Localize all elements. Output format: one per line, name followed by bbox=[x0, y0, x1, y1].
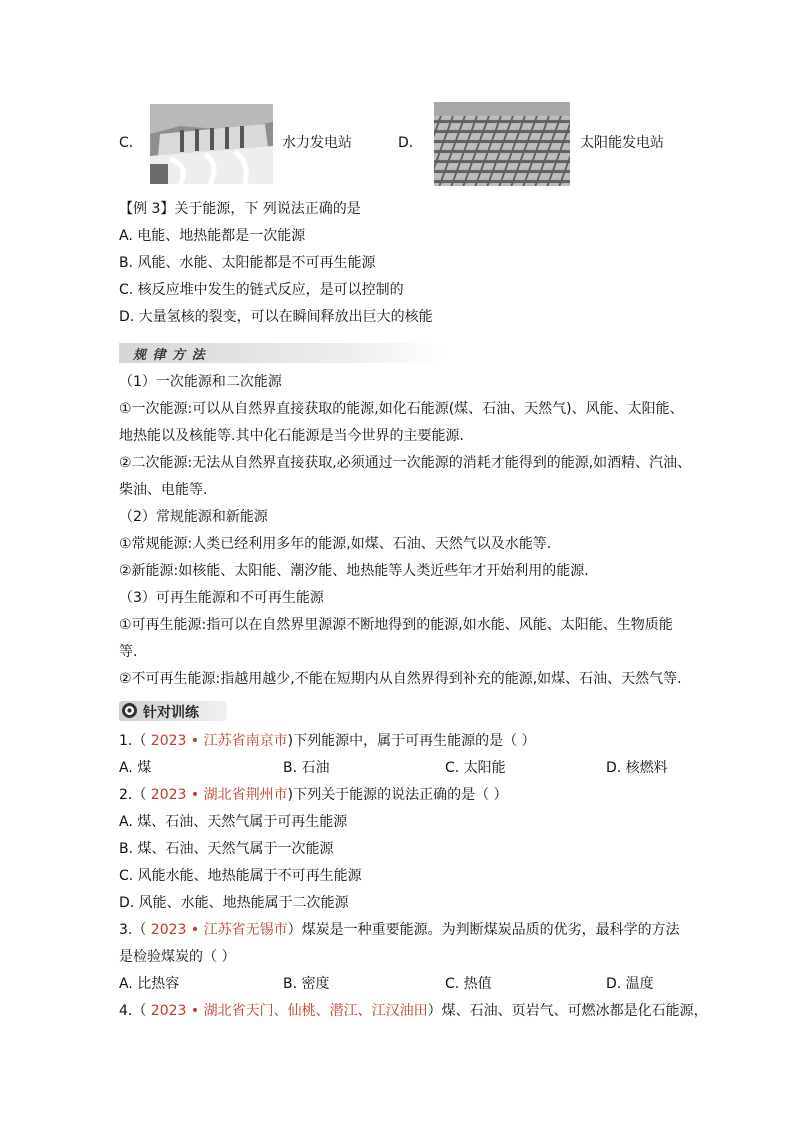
example3-stem: 【例 3】关于能源，下 列说法正确的是 bbox=[119, 201, 361, 217]
question-1-source: 2023 • 江苏省南京市 bbox=[146, 733, 288, 749]
method-heading-1: （1）一次能源和二次能源 bbox=[119, 374, 282, 390]
question-1-option-d: D. 核燃料 bbox=[606, 760, 668, 776]
method-conventional-energy: ①常规能源:人类已经利用多年的能源,如煤、石油、天然气以及水能等. bbox=[119, 536, 552, 552]
method-primary-energy-line1: ①一次能源:可以从自然界直接获取的能源,如化石能源(煤、石油、天然气)、风能、太阳能、 bbox=[119, 401, 684, 417]
question-1-option-b: B. 石油 bbox=[283, 760, 330, 776]
method-renewable-line2: 等. bbox=[119, 644, 138, 660]
target-icon bbox=[122, 703, 137, 718]
question-3-stem-continued: 是检验煤炭的（ ） bbox=[119, 949, 236, 965]
question-1-text: )下列能源中，属于可再生能源的是（ ） bbox=[287, 733, 536, 749]
question-2-option-c: C. 风能水能、地热能属于不可再生能源 bbox=[119, 868, 362, 884]
question-4-source: 2023 • 湖北省天门、仙桃、潜江、江汉油田 bbox=[146, 1003, 428, 1019]
question-2-source: 2023 • 湖北省荆州市 bbox=[146, 787, 288, 803]
example3-option-b: B. 风能、水能、太阳能都是不可再生能源 bbox=[119, 255, 376, 271]
question-2-option-b: B. 煤、石油、天然气属于一次能源 bbox=[119, 841, 334, 857]
hydropower-station-photo bbox=[150, 104, 273, 184]
method-secondary-energy-line1: ②二次能源:无法从自然界直接获取,必须通过一次能源的消耗才能得到的能源,如酒精、汽油、 bbox=[119, 455, 692, 471]
question-3-option-a: A. 比热容 bbox=[119, 976, 180, 992]
example3-option-a: A. 电能、地热能都是一次能源 bbox=[119, 228, 306, 244]
question-2-stem bbox=[119, 785, 508, 805]
question-3-number: 3.（ bbox=[119, 922, 147, 938]
question-3-option-b: B. 密度 bbox=[283, 976, 330, 992]
question-3-text: ）煤炭是一种重要能源。为判断煤炭品质的优劣，最科学的方法 bbox=[287, 922, 680, 938]
training-banner-label: 针对训练 bbox=[143, 705, 199, 721]
option-d-label: D． bbox=[398, 135, 423, 151]
method-banner-label: 规 律 方 法 bbox=[133, 348, 206, 363]
question-1-option-c: C. 太阳能 bbox=[445, 760, 506, 776]
question-3-option-c: C. 热值 bbox=[445, 976, 492, 992]
question-2-text: )下列关于能源的说法正确的是（ ） bbox=[287, 787, 508, 803]
method-heading-3: （3）可再生能源和不可再生能源 bbox=[119, 590, 324, 606]
question-2-option-a: A. 煤、石油、天然气属于可再生能源 bbox=[119, 814, 348, 830]
question-1-stem bbox=[119, 731, 536, 751]
method-nonrenewable: ②不可再生能源:指越用越少,不能在短期内从自然界得到补充的能源,如煤、石油、天然气等. bbox=[119, 671, 682, 687]
method-primary-energy-line2: 地热能以及核能等.其中化石能源是当今世界的主要能源. bbox=[119, 428, 464, 444]
solar-power-station-photo bbox=[434, 102, 570, 186]
solar-field-illustration bbox=[434, 102, 570, 186]
question-1-option-a: A. 煤 bbox=[119, 760, 152, 776]
question-3-source: 2023 • 江苏省无锡市 bbox=[146, 922, 288, 938]
method-new-energy: ②新能源:如核能、太阳能、潮汐能、地热能等人类近些年才开始利用的能源. bbox=[119, 563, 589, 579]
question-2-number: 2.（ bbox=[119, 787, 147, 803]
example3-option-c: C. 核反应堆中发生的链式反应，是可以控制的 bbox=[119, 282, 404, 298]
method-secondary-energy-line2: 柴油、电能等. bbox=[119, 482, 208, 498]
training-section-banner bbox=[119, 701, 227, 721]
question-3-stem bbox=[119, 920, 680, 940]
question-4-text: ）煤、石油、页岩气、可燃冰都是化石能源， bbox=[427, 1003, 708, 1019]
method-renewable-line1: ①可再生能源:指可以在自然界里源源不断地得到的能源,如水能、风能、太阳能、生物质能 bbox=[119, 617, 673, 633]
question-3-option-d: D. 温度 bbox=[606, 976, 654, 992]
question-4-number: 4.（ bbox=[119, 1003, 147, 1019]
option-d-caption: 太阳能发电站 bbox=[580, 135, 664, 151]
option-c-caption: 水力发电站 bbox=[282, 135, 352, 151]
example3-option-d: D. 大量氢核的裂变，可以在瞬间释放出巨大的核能 bbox=[119, 309, 433, 325]
question-2-option-d: D. 风能、水能、地热能属于二次能源 bbox=[119, 895, 349, 911]
question-1-number: 1.（ bbox=[119, 733, 147, 749]
question-4-stem bbox=[119, 1001, 708, 1021]
method-heading-2: （2）常规能源和新能源 bbox=[119, 509, 268, 525]
hydropower-illustration bbox=[150, 104, 273, 184]
method-section-banner bbox=[119, 343, 445, 363]
option-c-label: C． bbox=[119, 135, 143, 151]
